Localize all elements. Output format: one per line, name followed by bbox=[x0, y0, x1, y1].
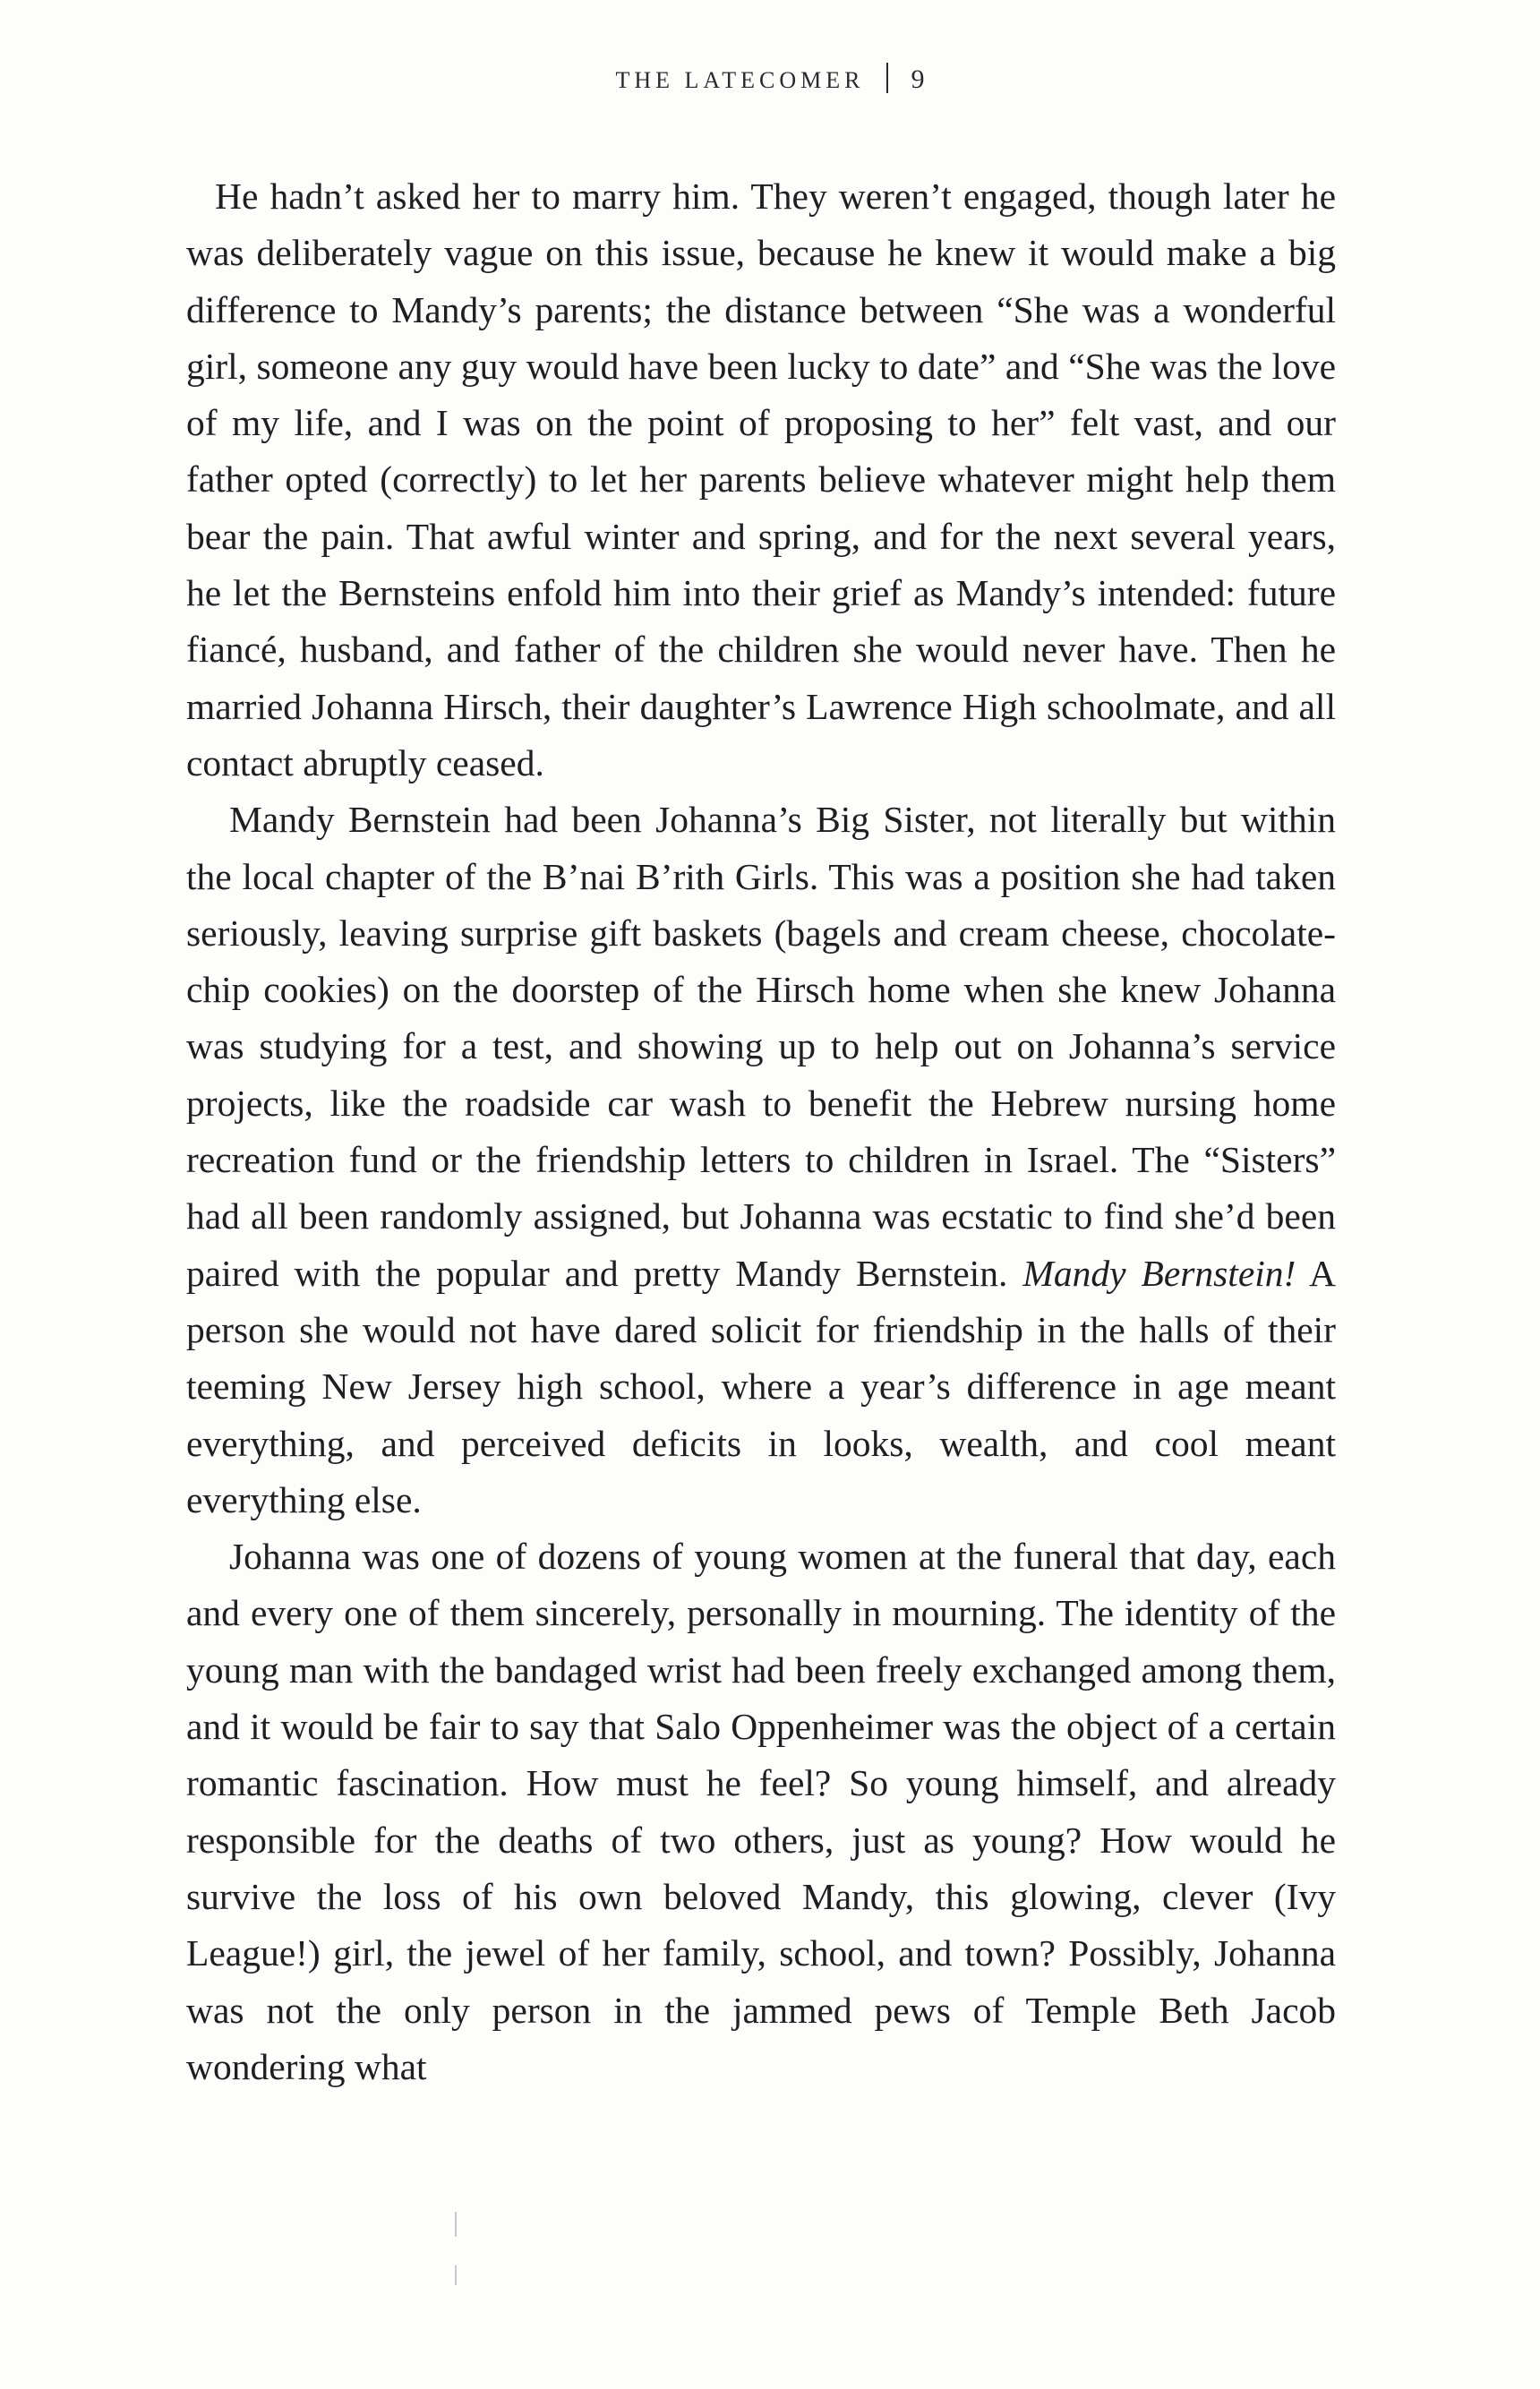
paragraph-2-text-b: A person she would not have dared solicit for friendship in the halls of their teeming New Jersey high school, where a year’s difference in age meant everything, and perceived deficits in looks, wealth, and cool meant everything else. bbox=[186, 1252, 1337, 1520]
paragraph-2-text-a: Mandy Bernstein had been Johanna’s Big Sister, not literally but within the local chapter of the B’nai B’rith Girls. This was a position she had taken seriously, leaving surprise gift baskets (bagels and cream cheese, chocolate-chip cookies) on the doorstep of the Hirsch home when she knew Johanna was studying for a test, and showing up to help out on Johanna’s service projects, like the roadside car wash to benefit the Hebrew nursing home recreation fund or the friendship letters to children in Israel. The “Sisters” had all been randomly assigned, but Johanna was ecstatic to find she’d been paired with the popular and pretty Mandy Bernstein. bbox=[186, 799, 1336, 1294]
scan-artifact-mark bbox=[455, 2212, 457, 2237]
paragraph-3-text: Johanna was one of dozens of young women at the funeral that day, each and every one of them sincerely, personally in mourning. The identity of the young man with the bandaged wrist had been freely exchanged among them, and it would be fair to say that Salo Oppenheimer was the object of a certain romantic fascination. How must he feel? So young himself, and already responsible for the deaths of two others, just as young? How would he survive the loss of his own beloved Mandy, this glowing, clever (Ivy League!) girl, the jewel of her family, school, and town? Possibly, Johanna was not the only person in the jammed pews of Temple Beth Jacob wondering what bbox=[186, 1536, 1336, 2087]
paragraph-2 bbox=[186, 792, 1336, 1528]
running-head-title: THE LATECOMER bbox=[615, 67, 865, 93]
paragraph-1-text: He hadn’t asked her to marry him. They weren’t engaged, though later he was deliberately vague on this issue, because he knew it would make a big difference to Mandy’s parents; the distance between “She was a wonderful girl, someone any guy would have been lucky to date” and “She was the love of my life, and I was on the point of proposing to her” felt vast, and our father opted (correctly) to let her parents believe whatever might help them bear the pain. That awful winter and spring, and for the next several years, he let the Bernsteins enfold him into their grief as Mandy’s intended: future fiancé, husband, and father of the children she would never have. Then he married Johanna Hirsch, their daughter’s Lawrence High schoolmate, and all contact abruptly ceased. bbox=[186, 176, 1336, 783]
running-head-divider bbox=[886, 63, 888, 93]
scan-artifact-mark bbox=[455, 2265, 457, 2285]
paragraph-3 bbox=[186, 1528, 1336, 2095]
page-number: 9 bbox=[911, 64, 925, 94]
body-text bbox=[186, 168, 1336, 2095]
paragraph-2-italic-name: Mandy Bernstein! bbox=[1022, 1252, 1296, 1294]
running-head bbox=[0, 63, 1540, 95]
paragraph-1 bbox=[186, 168, 1336, 792]
